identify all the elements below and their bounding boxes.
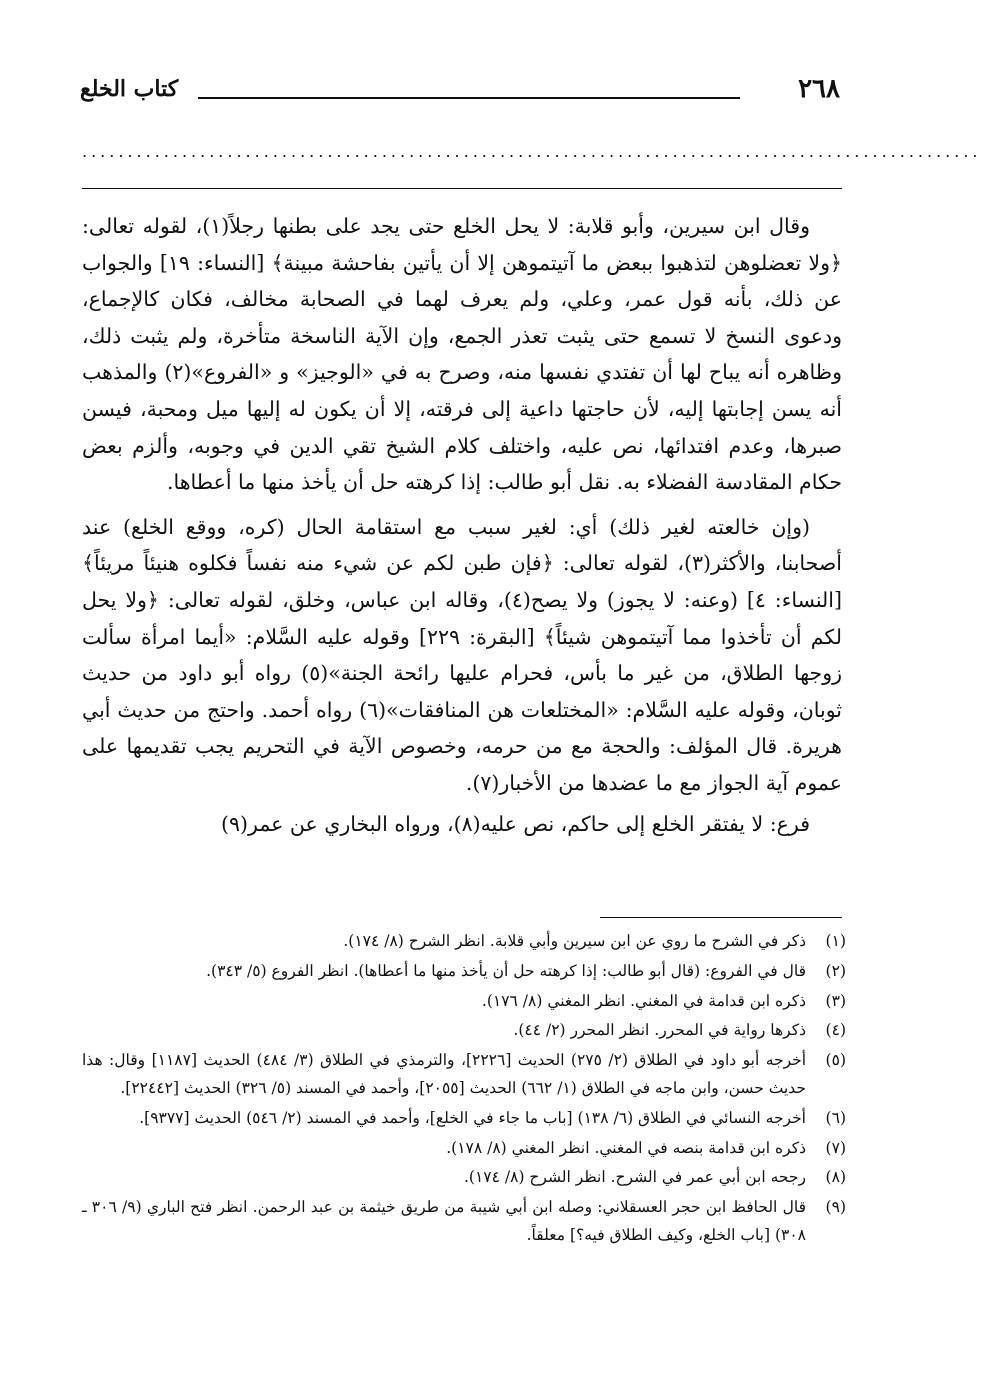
footnote [82,928,846,956]
footnote-text: أخرجه أبو داود في الطلاق (٢/ ٢٧٥) الحديث [٢٢٢٦]، والترمذي في الطلاق (٣/ ٤٨٤) الحديث [١١٨٧] وقال: هذا حديث حسن، وابن ماجه في الطلاق (١/ ٦٦٢) الحديث [٢٠٥٥]، وأحمد في المسند (٥/ ٣٢٦) الحديث [٢٢٤٤٢]. [82,1051,807,1097]
footnote [82,988,846,1016]
footnote-text: قال الحافظ ابن حجر العسقلاني: وصله ابن أبي شيبة من طريق خيثمة بن عبد الرحمن. انظر فتح الباري (٩/ ٣٠٦ ـ ٣٠٨) [باب الخلع، وكيف الطلاق فيه؟] معلقاً. [82,1198,807,1244]
footnote [82,1017,846,1045]
footnote [82,1135,846,1163]
dotted-separator: ................................................................................................... [82,142,982,161]
footnote-text: ذكرها رواية في المحرر. انظر المحرر (٢/ ٤٤). [513,1021,806,1040]
footnote-number: (١) [825,932,846,950]
footnote-number: (٧) [825,1138,846,1157]
footnotes [82,928,846,1252]
footnote-text: أخرجه النسائي في الطلاق (٦/ ١٣٨) [باب ما جاء في الخلع]، وأحمد في المسند (٢/ ٥٤٦) الحديث [٩٣٧٧]. [139,1108,806,1127]
footnote-number: (٣) [825,991,846,1010]
footnote-text: رجحه ابن أبي عمر في الشرح. انظر الشرح (٨/ ١٧٤). [464,1168,806,1187]
book-title: كتاب الخلع [80,76,179,102]
footnote-number: (٥) [825,1051,846,1070]
footnote-rule [600,917,842,918]
page-header [80,74,840,110]
footnote-text: قال في الفروع: (قال أبو طالب: إذا كرهته حل أن يأخذ منها ما أعطاها). انظر الفروع (٥/ ٣٤٣). [206,961,806,980]
page-number: ٢٦٨ [798,74,840,104]
paragraph-1: وقال ابن سيرين، وأبو قلابة: لا يحل الخلع حتى يجد على بطنها رجلاً(١)، لقوله تعالى: ﴿ولا تعضلوهن لتذهبوا ببعض ما آتيتموهن إلا أن يأتين بفاحشة مبينة﴾ [النساء: ١٩] والجواب عن ذلك، بأنه قول عمر، وعلي، ولم يعرف لهما في الصحابة مخالف، فكان كالإجماع، ودعوى النسخ لا تسمع حتى يثبت تعذر الجمع، وإن الآية الناسخة متأخرة، ولم يثبت ذلك، وظاهره أنه يباح لها أن تفتدي نفسها منه، وصرح به في «الوجيز» و «الفروع»(٢) والمذهب أنه يسن إجابتها إليه، لأن حاجتها داعية إلى فرقته، إلا أن يكون له إليها ميل ومحبة، فيسن صبرها، وعدم افتدائها، نص عليه، واختلف كلام الشيخ تقي الدين في وجوبه، وألزم بعض حكام المقادسة الفضلاء به. نقل أبو طالب: إذا كرهته حل أن يأخذ منها ما أعطاها. [82,214,842,495]
footnote-number: (٦) [825,1108,846,1127]
top-rule [82,188,842,189]
footnote-text: ذكر في الشرح ما روي عن ابن سيرين وأبي قلابة. انظر الشرح (٨/ ١٧٤). [343,932,806,950]
footnote [82,1105,846,1133]
footnote-number: (٤) [825,1021,846,1040]
main-text [82,208,842,842]
footnote-number: (٩) [825,1198,846,1217]
footnote-text: ذكره ابن قدامة بنصه في المغني. انظر المغني (٨/ ١٧٨). [446,1138,806,1157]
footnote [82,1164,846,1192]
header-rule [198,97,740,99]
paragraph-2: (وإن خالعته لغير ذلك) أي: لغير سبب مع استقامة الحال (كره، ووقع الخلع) عند أصحابنا، والأكثر(٣)، لقوله تعالى: ﴿فإن طبن لكم عن شيء منه نفساً فكلوه هنيئاً مريئاً﴾ [النساء: ٤] (وعنه: لا يجوز) ولا يصح(٤)، وقاله ابن عباس، وخلق، لقوله تعالى: ﴿ولا يحل لكم أن تأخذوا مما آتيتموهن شيئاً﴾ [البقرة: ٢٢٩] وقوله عليه السَّلام: «أيما امرأة سألت زوجها الطلاق، من غير ما بأس، فحرام عليها رائحة الجنة»(٥) رواه أبو داود من حديث ثوبان، وقوله عليه السَّلام: «المختلعات هن المنافقات»(٦) رواه أحمد. واحتج من حديث أبي هريرة. قال المؤلف: والحجة مع من حرمه، وخصوص الآية في التحريم يجب تقديمها على عموم آية الجواز مع ما عضدها من الأخبار(٧). [82,514,843,795]
footnote-text: ذكره ابن قدامة في المغني. انظر المغني (٨/ ١٧٦). [481,991,806,1010]
footnote-number: (٢) [825,961,846,980]
footnote [82,1047,846,1103]
footnote [82,1194,846,1250]
footnote [82,958,846,986]
paragraph-3: فرع: لا يفتقر الخلع إلى حاكم، نص عليه(٨)، ورواه البخاري عن عمر(٩) [221,811,810,836]
footnote-number: (٨) [825,1168,846,1187]
